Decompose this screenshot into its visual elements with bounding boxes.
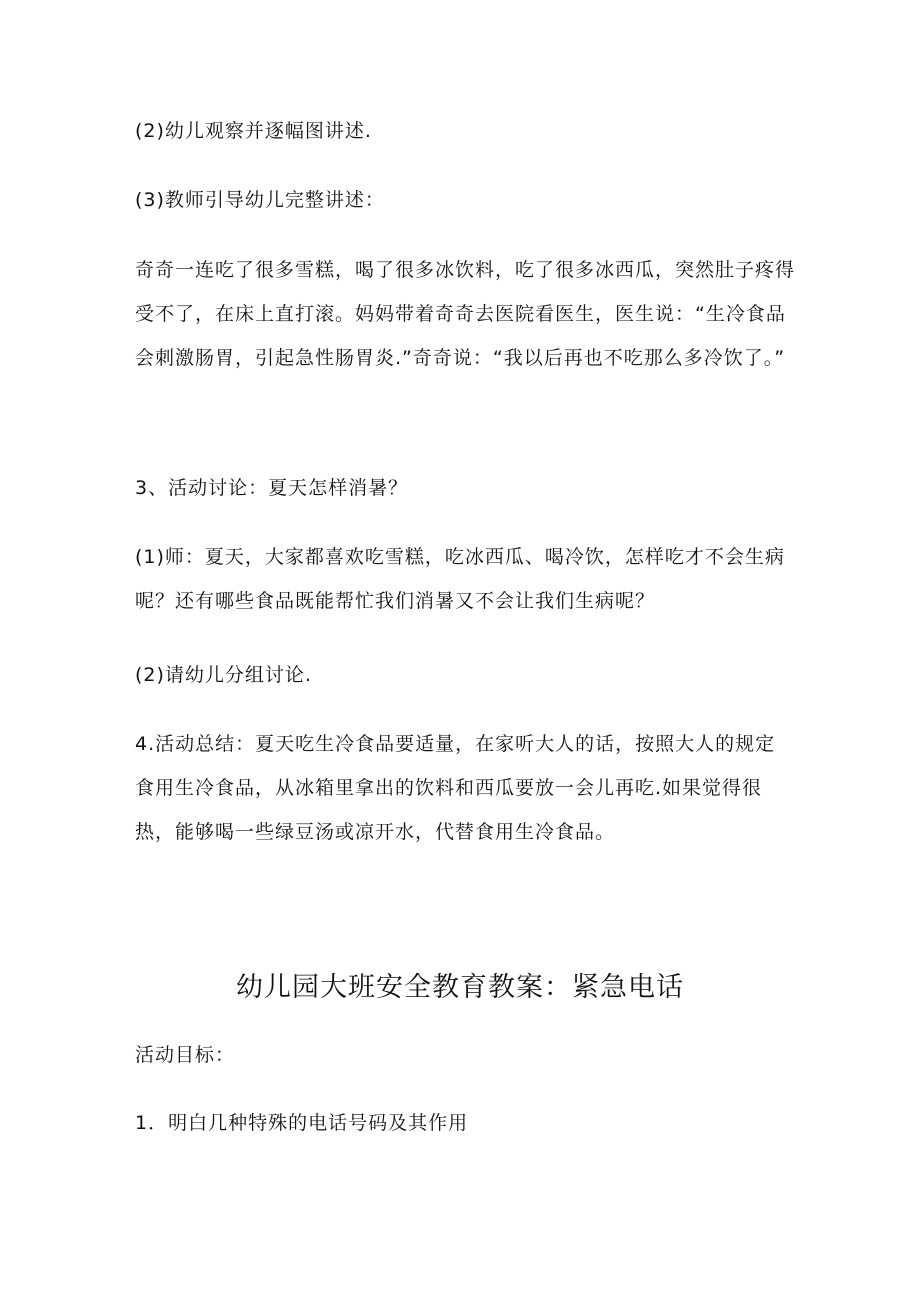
step-3-narrate: (3)教师引导幼儿完整讲述： <box>135 189 385 211</box>
group-discussion: (2)请幼儿分组讨论. <box>135 664 312 686</box>
discussion-question: (1)师：夏天，大家都喜欢吃雪糕，吃冰西瓜、喝冷饮，怎样吃才不会生病呢？还有哪些食品既能帮忙我们消暑又不会让我们生病呢？ <box>135 546 785 612</box>
discussion-heading: 3、活动讨论：夏天怎样消暑？ <box>135 477 409 499</box>
objective-1: 1．明白几种特殊的电话号码及其作用 <box>135 1112 469 1134</box>
objectives-label: 活动目标： <box>135 1044 236 1066</box>
activity-summary: 4.活动总结：夏天吃生冷食品要适量，在家听大人的话，按照大人的规定食用生冷食品，从冰箱里拿出的饮料和西瓜要放一会儿再吃.如果觉得很热，能够喝一些绿豆汤或凉开水，代替食用生冷食品。 <box>135 733 776 843</box>
step-2-observe: (2)幼儿观察并逐幅图讲述. <box>135 120 372 142</box>
story-paragraph: 奇奇一连吃了很多雪糕，喝了很多冰饮料，吃了很多冰西瓜，突然肚子疼得受不了，在床上直打滚。妈妈带着奇奇去医院看医生，医生说：“生冷食品会刺激肠胃，引起急性肠胃炎.”奇奇说：“我以后再也不吃那么多冷饮了。” <box>135 259 796 369</box>
lesson-title: 幼儿园大班安全教育教案：紧急电话 <box>236 972 684 1003</box>
